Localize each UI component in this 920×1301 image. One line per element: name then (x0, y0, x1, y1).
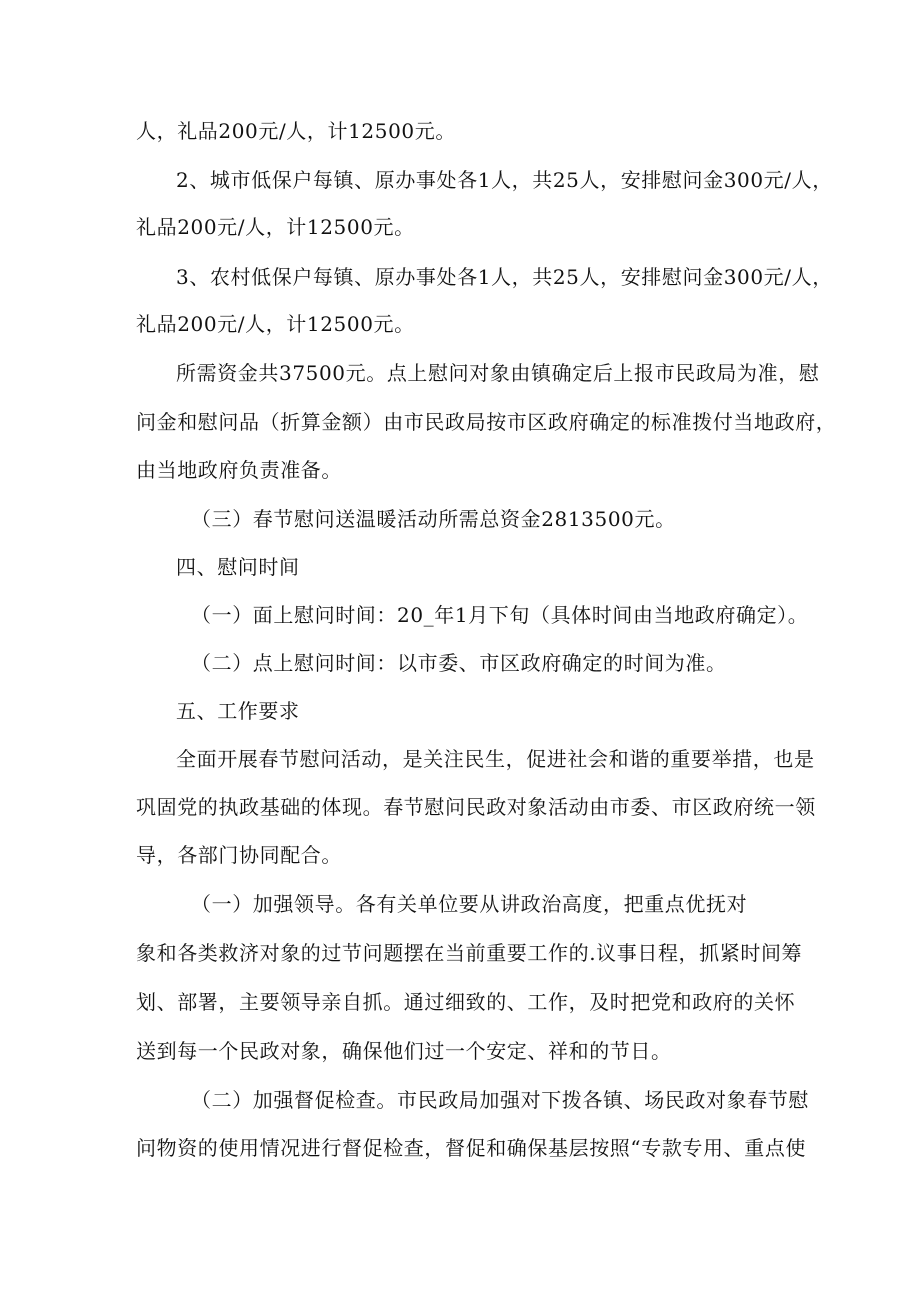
text-line: （一）面上慰问时间：20_年1月下旬（具体时间由当地政府确定）。 (191, 603, 809, 627)
text-line: 全面开展春节慰问活动，是关注民生，促进社会和谐的重要举措，也是 (176, 747, 815, 771)
text-line: 导，各部门协同配合。 (136, 843, 342, 867)
text-line: 礼品200元/人，计12500元。 (136, 215, 415, 239)
text-line: 礼品200元/人，计12500元。 (136, 312, 415, 336)
text-line: 人，礼品200元/人，计12500元。 (136, 119, 456, 143)
text-line: （三）春节慰问送温暖活动所需总资金2813500元。 (191, 507, 676, 531)
text-line: （二）加强督促检查。市民政局加强对下拨各镇、场民政对象春节慰 (191, 1088, 809, 1112)
text-line: 2、城市低保户每镇、原办事处各1人，共25人，安排慰问金300元/人， (176, 168, 833, 192)
text-line: 送到每一个民政对象，确保他们过一个安定、祥和的节日。 (136, 1039, 672, 1063)
text-line: 由当地政府负责准备。 (136, 458, 342, 482)
section-heading: 四、慰问时间 (176, 555, 300, 579)
text-line: 巩固党的执政基础的体现。春节慰问民政对象活动由市委、市区政府统一领 (136, 795, 816, 819)
text-line: 划、部署，主要领导亲自抓。通过细致的、工作，及时把党和政府的关怀 (136, 990, 796, 1014)
text-line: 问物资的使用情况进行督促检查，督促和确保基层按照“专款专用、重点使 (136, 1136, 807, 1160)
text-line: 所需资金共37500元。点上慰问对象由镇确定后上报市民政局为准，慰 (176, 361, 820, 385)
text-line: 问金和慰问品（折算金额）由市民政局按市区政府确定的标准拨付当地政府， (136, 410, 837, 434)
text-line: （二）点上慰问时间：以市委、市区政府确定的时间为准。 (191, 651, 727, 675)
text-line: 3、农村低保户每镇、原办事处各1人，共25人，安排慰问金300元/人， (176, 265, 833, 289)
text-line: （一）加强领导。各有关单位要从讲政治高度，把重点优抚对 (191, 892, 748, 916)
section-heading: 五、工作要求 (176, 699, 300, 723)
text-line: 象和各类救济对象的过节问题摆在当前重要工作的.议事日程，抓紧时间筹 (136, 941, 803, 965)
